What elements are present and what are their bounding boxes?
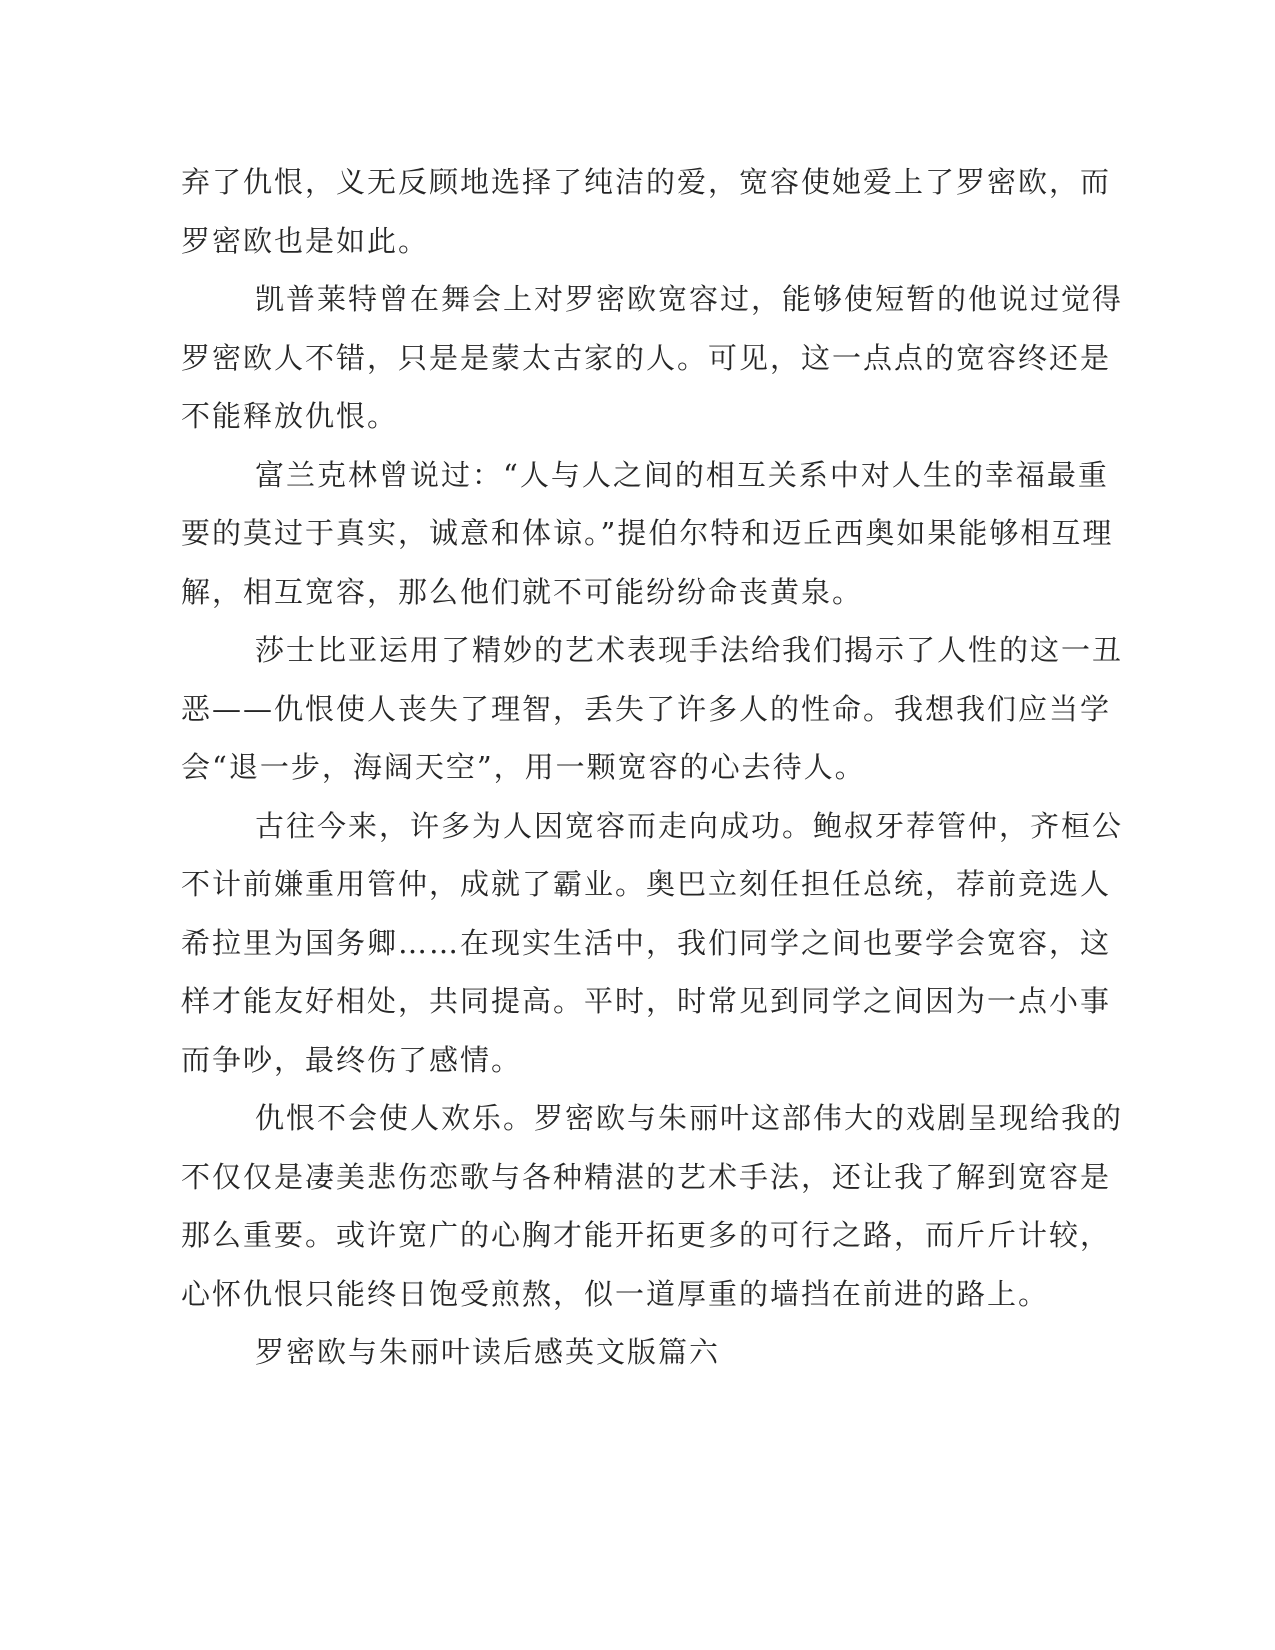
section-heading	[181, 1323, 1051, 1382]
text-line: 不仅仅是凄美悲伤恋歌与各种精湛的艺术手法，还让我了解到宽容是	[181, 1159, 1112, 1194]
paragraph-1	[181, 153, 1112, 270]
paragraph-2	[181, 270, 1124, 446]
text-line: 罗密欧也是如此。	[181, 223, 430, 258]
text-line: 古往今来，许多为人因宽容而走向成功。鲍叔牙荐管仲，齐桓公	[255, 808, 1124, 843]
heading-line: 罗密欧与朱丽叶读后感英文版篇六	[255, 1335, 721, 1369]
text-line: 凯普莱特曾在舞会上对罗密欧宽容过，能够使短暂的他说过觉得	[255, 282, 1124, 316]
text-line: 心怀仇恨只能终日饱受煎熬，似一道厚重的墙挡在前进的路上。	[181, 1276, 1050, 1311]
text-line: 那么重要。或许宽广的心胸才能开拓更多的可行之路，而斤斤计较，	[181, 1218, 1112, 1252]
text-line: 解，相互宽容，那么他们就不可能纷纷命丧黄泉。	[181, 574, 864, 609]
text-line: 恶——仇恨使人丧失了理智，丢失了许多人的性命。我想我们应当学	[181, 691, 1112, 726]
text-line: 样才能友好相处，共同提高。平时，时常见到同学之间因为一点小事	[181, 984, 1112, 1018]
text-line: 莎士比亚运用了精妙的艺术表现手法给我们揭示了人性的这一丑	[255, 633, 1124, 667]
paragraph-4	[181, 621, 1124, 797]
text-line: 希拉里为国务卿……在现实生活中，我们同学之间也要学会宽容，这	[181, 925, 1112, 960]
document-body	[181, 153, 1124, 1382]
text-line: 弃了仇恨，义无反顾地选择了纯洁的爱，宽容使她爱上了罗密欧，而	[181, 165, 1112, 199]
text-line: 不能释放仇恨。	[181, 399, 399, 433]
paragraph-6	[181, 1089, 1124, 1323]
paragraph-5	[181, 797, 1124, 1090]
paragraph-3	[181, 446, 1114, 622]
text-line: 富兰克林曾说过：“人与人之间的相互关系中对人生的幸福最重	[255, 457, 1109, 492]
text-line: 会“退一步，海阔天空”，用一颗宽容的心去待人。	[181, 750, 866, 784]
text-line: 不计前嫌重用管仲，成就了霸业。奥巴立刻任担任总统，荐前竞选人	[181, 867, 1112, 901]
text-line: 而争吵，最终伤了感情。	[181, 1042, 523, 1077]
text-line: 仇恨不会使人欢乐。罗密欧与朱丽叶这部伟大的戏剧呈现给我的	[255, 1101, 1124, 1135]
text-line: 要的莫过于真实，诚意和体谅。”提伯尔特和迈丘西奥如果能够相互理	[181, 516, 1114, 550]
text-line: 罗密欧人不错，只是是蒙太古家的人。可见，这一点点的宽容终还是	[181, 340, 1112, 375]
